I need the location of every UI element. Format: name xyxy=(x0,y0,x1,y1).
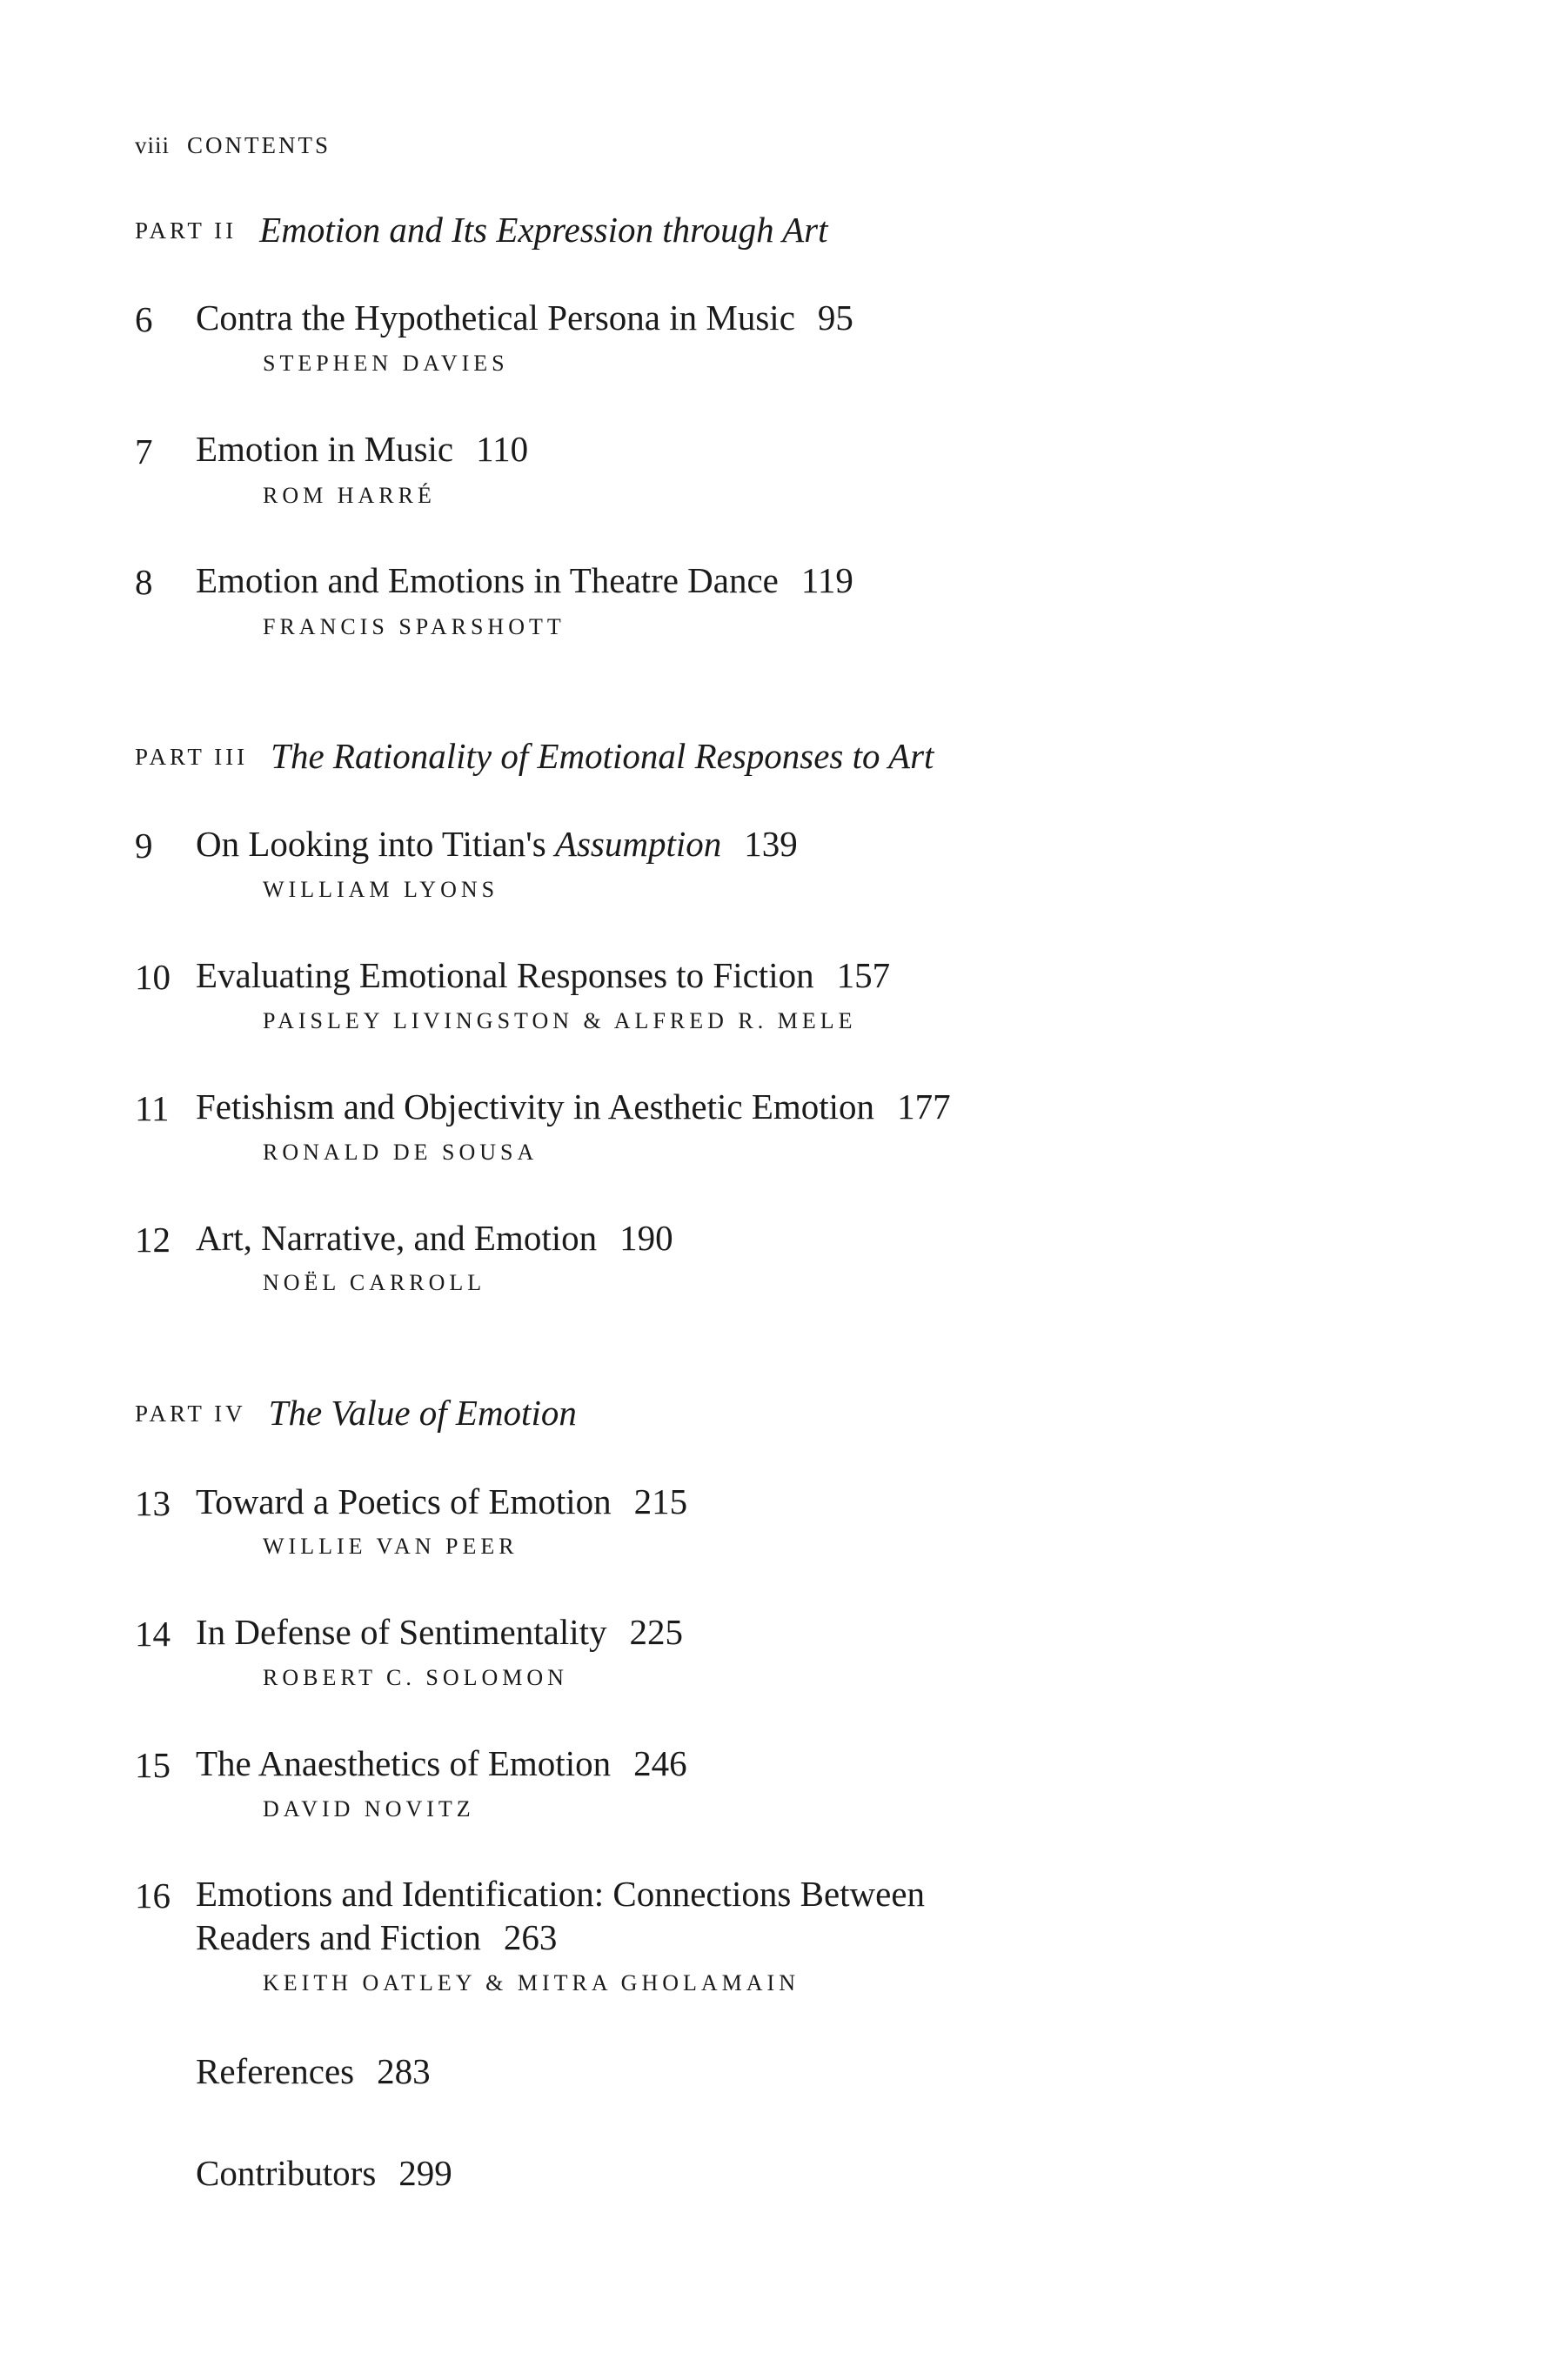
chapter-author: NOËL CARROLL xyxy=(263,1270,486,1295)
part-label: PART II xyxy=(135,217,238,244)
chapter-title: Toward a Poetics of Emotion 215 xyxy=(196,1481,688,1521)
chapter-number: 13 xyxy=(135,1483,171,1523)
chapter-author: DAVID NOVITZ xyxy=(263,1796,475,1822)
chapter-author: FRANCIS SPARSHOTT xyxy=(263,614,566,639)
part-label: PART IV xyxy=(135,1401,246,1427)
contributors-page: 299 xyxy=(398,2153,452,2193)
chapter-number: 15 xyxy=(135,1745,171,1785)
references-page: 283 xyxy=(377,2051,431,2091)
part-title: The Value of Emotion xyxy=(268,1393,577,1433)
part-title: Emotion and Its Expression through Art xyxy=(259,210,828,250)
part-title: The Rationality of Emotional Responses to Art xyxy=(271,736,934,776)
chapter-page: 225 xyxy=(629,1612,684,1652)
chapter-title: Emotions and Identification: Connections Between Readers and Fiction 263 xyxy=(196,1874,926,1957)
chapter-number: 11 xyxy=(135,1088,170,1128)
chapter-author: WILLIAM LYONS xyxy=(263,877,499,902)
chapter-title: In Defense of Sentimentality 225 xyxy=(196,1612,684,1652)
chapter-author: WILLIE VAN PEER xyxy=(263,1534,519,1559)
chapter-title: Emotion in Music 110 xyxy=(196,429,529,469)
chapter-page: 177 xyxy=(897,1086,951,1126)
chapter-page: 246 xyxy=(633,1743,687,1783)
chapter-author: KEITH OATLEY & MITRA GHOLAMAIN xyxy=(263,1970,800,1996)
chapter-page: 190 xyxy=(619,1218,673,1258)
chapter-page: 263 xyxy=(503,1917,558,1957)
chapter-title: Fetishism and Objectivity in Aesthetic Emotion 177 xyxy=(196,1086,951,1126)
chapter-author: PAISLEY LIVINGSTON & ALFRED R. MELE xyxy=(263,1008,857,1033)
chapter-page: 215 xyxy=(633,1481,688,1521)
chapter-page: 157 xyxy=(836,955,891,995)
chapter-title: Art, Narrative, and Emotion 190 xyxy=(196,1218,673,1258)
chapter-author: RONALD DE SOUSA xyxy=(263,1140,539,1165)
chapter-author: ROBERT C. SOLOMON xyxy=(263,1665,568,1690)
references-entry: References 283 xyxy=(196,2051,431,2091)
chapter-page: 119 xyxy=(800,560,853,600)
chapter-number: 8 xyxy=(135,562,153,602)
running-head xyxy=(135,132,331,159)
chapter-page: 110 xyxy=(476,429,529,469)
chapter-number: 12 xyxy=(135,1220,171,1260)
page-number: viii xyxy=(135,132,171,158)
chapter-page: 139 xyxy=(744,824,798,864)
chapter-number: 10 xyxy=(135,957,171,997)
chapter-number: 14 xyxy=(135,1614,171,1654)
chapter-page: 95 xyxy=(817,298,853,338)
part-heading-3 xyxy=(135,735,934,777)
part-heading-2 xyxy=(135,209,828,251)
chapter-title: Emotion and Emotions in Theatre Dance 119 xyxy=(196,560,853,600)
chapter-author: STEPHEN DAVIES xyxy=(263,351,509,376)
part-heading-4 xyxy=(135,1392,577,1434)
chapter-number: 16 xyxy=(135,1875,171,1915)
section-title: CONTENTS xyxy=(187,132,331,158)
chapter-number: 7 xyxy=(135,431,153,471)
chapter-title: Contra the Hypothetical Persona in Music 95 xyxy=(196,298,853,338)
chapter-number: 9 xyxy=(135,826,153,866)
chapter-number: 6 xyxy=(135,299,153,339)
chapter-author: ROM HARRÉ xyxy=(263,483,436,508)
chapter-title: On Looking into Titian's Assumption 139 xyxy=(196,824,798,864)
contributors-entry: Contributors 299 xyxy=(196,2153,452,2193)
chapter-title: The Anaesthetics of Emotion 246 xyxy=(196,1743,687,1783)
chapter-title: Evaluating Emotional Responses to Fiction 157 xyxy=(196,955,891,995)
part-label: PART III xyxy=(135,744,249,770)
